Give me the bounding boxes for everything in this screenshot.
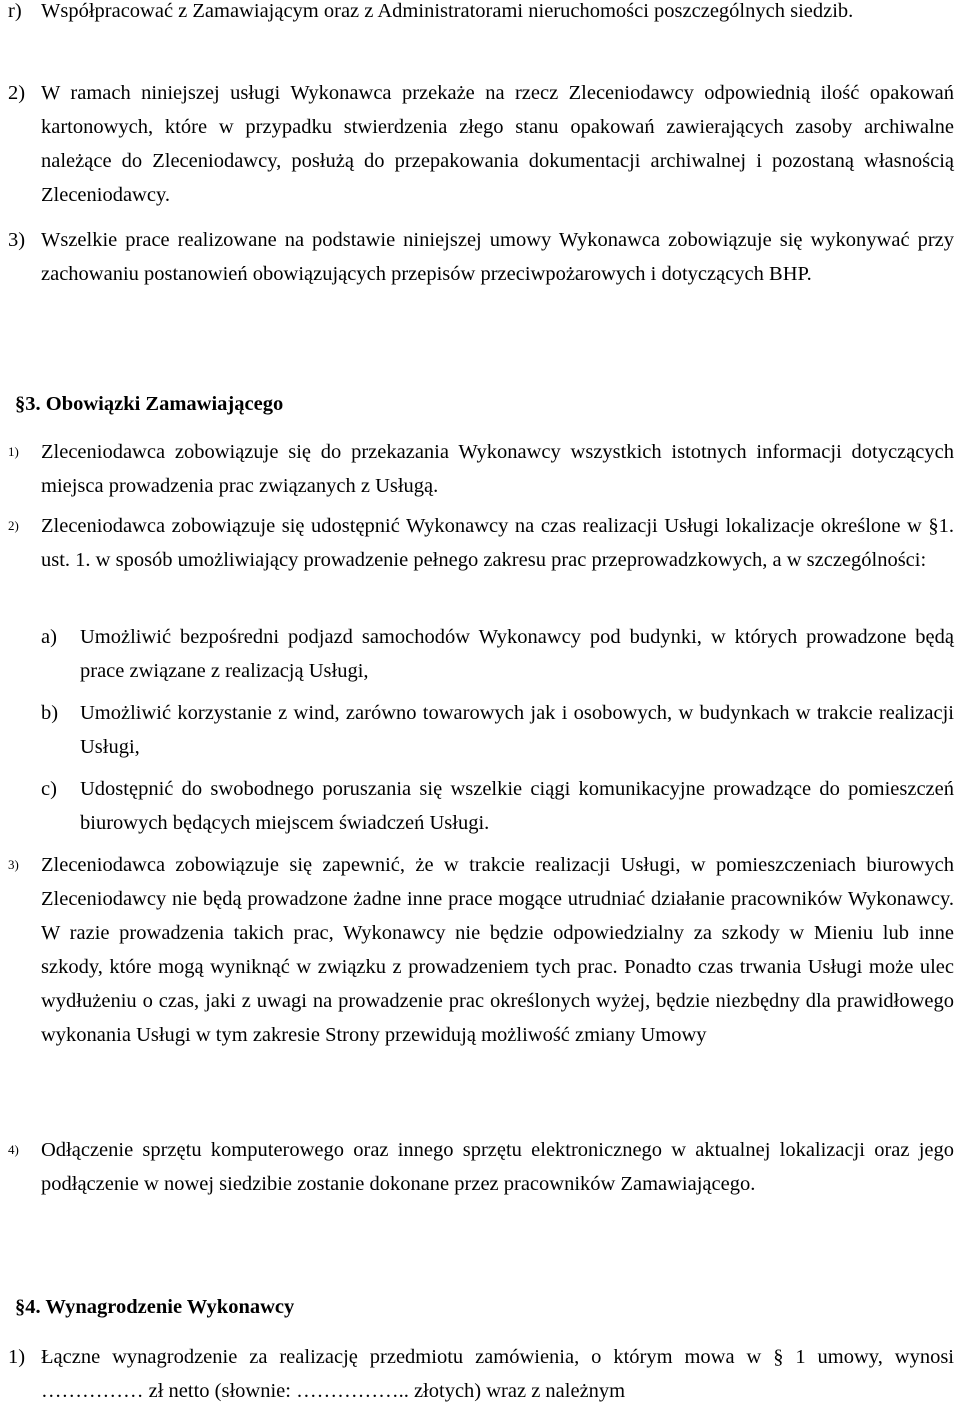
list-marker: a) bbox=[41, 626, 57, 648]
list-marker: b) bbox=[41, 702, 59, 724]
list-item-text: Zleceniodawca zobowiązuje się do przekazania Wykonawcy wszystkich istotnych informacji dotyczących miejsca prowadzenia prac związanych z Usługą. bbox=[41, 441, 954, 497]
list-item-text: Udostępnić do swobodnego poruszania się wszelkie ciągi komunikacyjne prowadzące do pomieszczeń biurowych będących miejscem świadczeń Usługi. bbox=[80, 778, 954, 834]
list-item-text: Umożliwić bezpośredni podjazd samochodów Wykonawcy pod budynki, w których prowadzone będą prace związane z realizacją Usługi, bbox=[80, 626, 954, 682]
list-marker: c) bbox=[41, 778, 57, 800]
section-heading-3: §3. Obowiązki Zamawiającego bbox=[15, 393, 284, 415]
list-item-text: Odłączenie sprzętu komputerowego oraz innego sprzętu elektronicznego w aktualnej lokalizacji oraz jego podłączenie w nowej siedzibie zostanie dokonane przez pracowników Zamawiającego. bbox=[41, 1139, 954, 1195]
list-marker: 3) bbox=[8, 857, 19, 872]
section4-item-1 bbox=[0, 1340, 954, 1408]
list-item-text: Zleceniodawca zobowiązuje się udostępnić Wykonawcy na czas realizacji Usługi lokalizacje określone w §1. ust. 1. w sposób umożliwiający prowadzenie pełnego zakresu prac przeprowadzkowych, a w szczególności: bbox=[41, 515, 954, 571]
list-item-text: Łączne wynagrodzenie za realizację przedmiotu zamówienia, o którym mowa w § 1 umowy, wynosi …………… zł netto (słownie: …………….. złotych) wraz z należnym bbox=[41, 1346, 954, 1402]
list-item-text: Wszelkie prace realizowane na podstawie niniejszej umowy Wykonawca zobowiązuje się wykonywać przy zachowaniu postanowień obowiązujących przepisów przeciwpożarowych i dotyczących BHP. bbox=[41, 229, 954, 285]
section3-item-1 bbox=[0, 435, 954, 503]
list-item-3 bbox=[0, 223, 954, 291]
list-item-text: Współpracować z Zamawiającym oraz z Administratorami nieruchomości poszczególnych siedzib. bbox=[41, 0, 854, 22]
section3-subitem-a bbox=[0, 620, 954, 688]
list-marker: 2) bbox=[8, 82, 26, 104]
list-marker: 2) bbox=[8, 518, 19, 533]
section3-item-2 bbox=[0, 509, 954, 577]
list-marker: 3) bbox=[8, 229, 26, 251]
list-marker: r) bbox=[8, 0, 22, 22]
list-item-text: Umożliwić korzystanie z wind, zarówno towarowych jak i osobowych, w budynkach w trakcie realizacji Usługi, bbox=[80, 702, 954, 758]
section3-item-4 bbox=[0, 1133, 954, 1201]
list-item-text: W ramach niniejszej usługi Wykonawca przekaże na rzecz Zleceniodawcy odpowiednią ilość opakowań kartonowych, które w przypadku stwierdzenia złego stanu opakowań zawierających zasoby archiwalne należące do Zleceniodawcy, posłużą do przepakowania dokumentacji archiwalnej i pozostaną własnością Zleceniodawcy. bbox=[41, 82, 954, 206]
list-marker: 4) bbox=[8, 1142, 19, 1157]
list-item-text: Zleceniodawca zobowiązuje się zapewnić, że w trakcie realizacji Usługi, w pomieszczeniach biurowych Zleceniodawcy nie będą prowadzone żadne inne prace mogące utrudniać działanie pracowników Wykonawcy. W razie prowadzenia takich prac, Wykonawcy nie będzie odpowiedzialny za szkody w Mieniu lub inne szkody, które mogą wyniknąć w związku z prowadzeniem tych prac. Ponadto czas trwania Usługi może ulec wydłużeniu o czas, jaki z uwagi na prowadzenie prac określonych wyżej, będzie niezbędny dla prawidłowego wykonania Usługi w tym zakresie Strony przewidują możliwość zmiany Umowy bbox=[41, 854, 954, 1046]
list-marker: 1) bbox=[8, 1346, 26, 1368]
section3-subitem-c bbox=[0, 772, 954, 840]
list-item-2 bbox=[0, 76, 954, 212]
list-marker: 1) bbox=[8, 444, 19, 459]
section-heading-4: §4. Wynagrodzenie Wykonawcy bbox=[15, 1296, 295, 1318]
section3-item-3 bbox=[0, 848, 954, 1052]
section3-subitem-b bbox=[0, 696, 954, 764]
list-item-r bbox=[0, 0, 954, 28]
